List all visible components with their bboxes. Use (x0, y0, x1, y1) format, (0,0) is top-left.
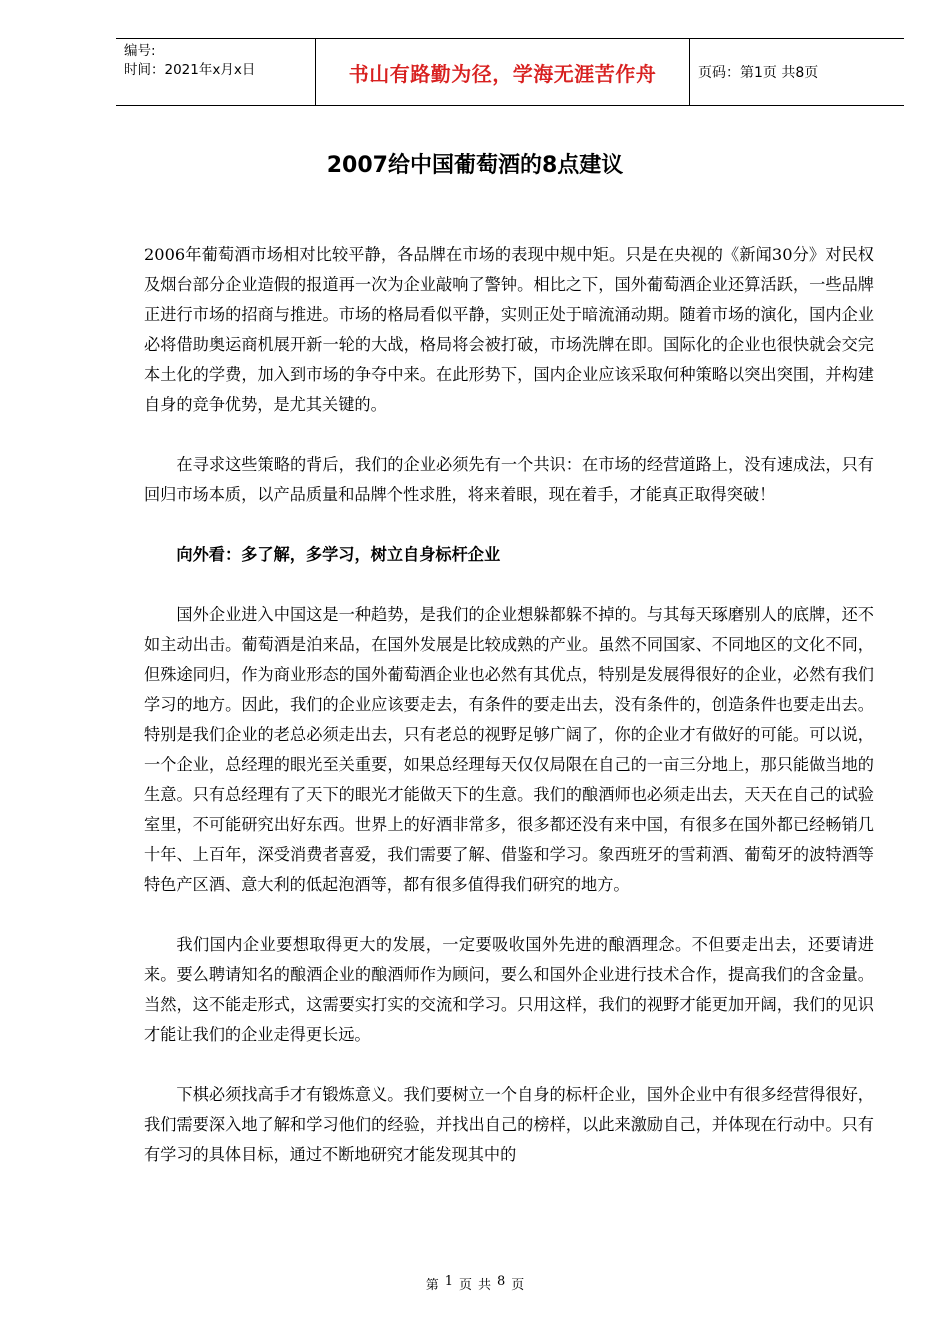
header-page-info: 页码：第1页 共8页 (698, 65, 819, 81)
document-time-label: 时间：2021年x月x日 (124, 62, 256, 78)
footer-total-word: 共 (478, 1278, 492, 1293)
footer-page-word: 页 (458, 1278, 472, 1293)
paragraph: 国外企业进入中国这是一种趋势，是我们的企业想躲都躲不掉的。与其每天琢磨别人的底牌，还不如主动出击。葡萄酒是泊来品，在国外发展是比较成熟的产业。虽然不同国家、不同地区的文化不同，但殊途同归，作为商业形态的国外葡萄酒企业也必然有其优点，特别是发展得很好的企业，必然有我们学习的地方。因此，我们的企业应该要走去，有条件的要走出去，没有条件的，创造条件也要走出去。特别是我们企业的老总必须走出去，只有老总的视野足够广阔了，你的企业才有做好的可能。可以说，一个企业，总经理的眼光至关重要，如果总经理每天仅仅局限在自己的一亩三分地上，那只能做当地的生意。只有总经理有了天下的眼光才能做天下的生意。我们的酿酒师也必须走出去，天天在自己的试验室里，不可能研究出好东西。世界上的好酒非常多，很多都还没有来中国，有很多在国外都已经畅销几十年、上百年，深受消费者喜爱，我们需要了解、借鉴和学习。象西班牙的雪莉酒、葡萄牙的波特酒等特色产区酒、意大利的低起泡酒等，都有很多值得我们研究的地方。 (144, 605, 874, 894)
header-meta (116, 39, 316, 105)
document-title: 2007给中国葡萄酒的8点建议 (326, 153, 624, 178)
page-footer (0, 1274, 950, 1293)
paragraph: 我们国内企业要想取得更大的发展，一定要吸收国外先进的酿酒理念。不但要走出去，还要请进来。要么聘请知名的酿酒企业的酿酒师作为顾问，要么和国外企业进行技术合作，提高我们的含金量。当然，这不能走形式，这需要实打实的交流和学习。只用这样，我们的视野才能更加开阔，我们的见识才能让我们的企业走得更长远。 (144, 935, 874, 1044)
section-heading: 向外看：多了解，多学习，树立自身标杆企业 (176, 545, 501, 564)
paragraph: 2006年葡萄酒市场相对比较平静，各品牌在市场的表现中规中矩。只是在央视的《新闻30分》对民权及烟台部分企业造假的报道再一次为企业敲响了警钟。相比之下，国外葡萄酒企业还算活跃，一些品牌正进行市场的招商与推进。市场的格局看似平静，实则正处于暗流涌动期。随着市场的演化，国内企业必将借助奥运商机展开新一轮的大战，格局将会被打破，市场洗牌在即。国际化的企业也很快就会交完本土化的学费，加入到市场的争夺中来。在此形势下，国内企业应该采取何种策略以突出突围，并构建自身的竞争优势，是尤其关键的。 (144, 245, 874, 414)
footer-page-number: 1 (444, 1274, 453, 1289)
paragraph: 在寻求这些策略的背后，我们的企业必须先有一个共识：在市场的经营道路上，没有速成法，只有回归市场本质，以产品质量和品牌个性求胜，将来着眼，现在着手，才能真正取得突破！ (144, 455, 874, 504)
footer-prefix: 第 (425, 1278, 439, 1293)
document-number-label: 编号: (124, 43, 156, 59)
footer-total-pages: 8 (497, 1274, 506, 1289)
footer-suffix: 页 (511, 1278, 525, 1293)
header-motto: 书山有路勤为径，学海无涯苦作舟 (316, 39, 690, 105)
document-body (144, 240, 874, 1200)
header-table (116, 38, 904, 106)
paragraph: 下棋必须找高手才有锻炼意义。我们要树立一个自身的标杆企业，国外企业中有很多经营得很好，我们需要深入地了解和学习他们的经验，并找出自己的榜样，以此来激励自己，并体现在行动中。只有有学习的具体目标，通过不断地研究才能发现其中的 (144, 1085, 874, 1164)
